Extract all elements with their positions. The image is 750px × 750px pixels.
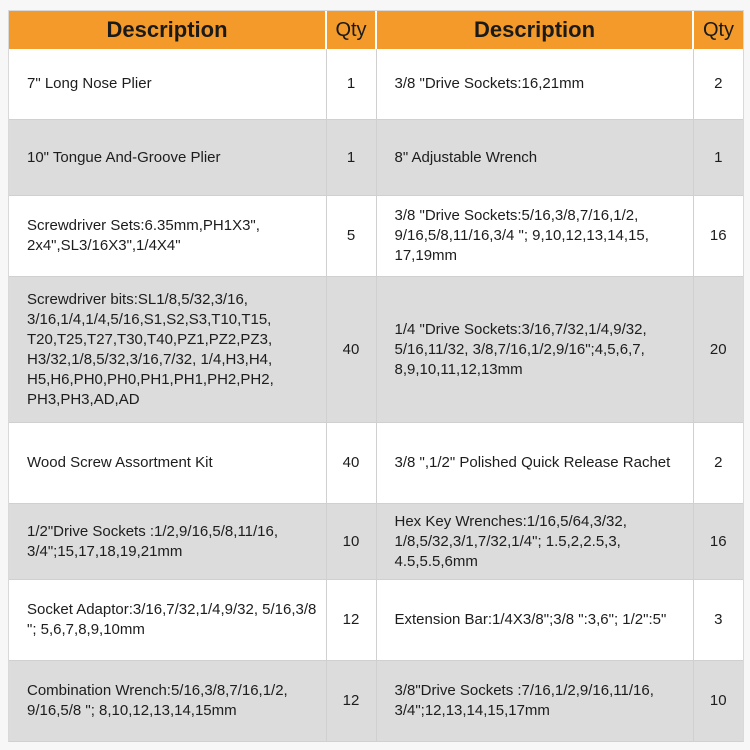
item-qty: 12 <box>326 661 376 742</box>
item-description: Socket Adaptor:3/16,7/32,1/4,9/32, 5/16,3/8 "; 5,6,7,8,9,10mm <box>9 580 326 661</box>
table-row <box>9 120 743 196</box>
header-description-right: Description <box>376 11 693 49</box>
item-qty: 1 <box>326 120 376 196</box>
item-description: 10" Tongue And-Groove Plier <box>9 120 326 196</box>
item-qty: 3 <box>693 580 743 661</box>
item-description: 1/2"Drive Sockets :1/2,9/16,5/8,11/16, 3/4";15,17,18,19,21mm <box>9 504 326 580</box>
item-qty: 12 <box>326 580 376 661</box>
item-description: Wood Screw Assortment Kit <box>9 423 326 504</box>
table-row <box>9 580 743 661</box>
item-description: Hex Key Wrenches:1/16,5/64,3/32, 1/8,5/32,3/1,7/32,1/4"; 1.5,2,2.5,3, 4.5,5.5,6mm <box>376 504 693 580</box>
item-description: 3/8"Drive Sockets :7/16,1/2,9/16,11/16, 3/4";12,13,14,15,17mm <box>376 661 693 742</box>
item-qty: 2 <box>693 423 743 504</box>
table-row <box>9 423 743 504</box>
item-qty: 2 <box>693 49 743 120</box>
item-description: Combination Wrench:5/16,3/8,7/16,1/2, 9/16,5/8 "; 8,10,12,13,14,15mm <box>9 661 326 742</box>
item-qty: 16 <box>693 504 743 580</box>
item-qty: 10 <box>693 661 743 742</box>
table-header-row <box>9 11 743 49</box>
item-description: 1/4 "Drive Sockets:3/16,7/32,1/4,9/32, 5/16,11/32, 3/8,7/16,1/2,9/16";4,5,6,7, 8,9,10,11,12,13mm <box>376 277 693 423</box>
parts-list-sheet <box>8 10 744 742</box>
item-qty: 1 <box>693 120 743 196</box>
item-qty: 5 <box>326 196 376 277</box>
table-row <box>9 504 743 580</box>
item-qty: 20 <box>693 277 743 423</box>
table-row <box>9 277 743 423</box>
header-qty-right: Qty <box>693 11 743 49</box>
item-description: 8" Adjustable Wrench <box>376 120 693 196</box>
table-row <box>9 661 743 742</box>
item-description: Screwdriver bits:SL1/8,5/32,3/16, 3/16,1/4,1/4,5/16,S1,S2,S3,T10,T15, T20,T25,T27,T30,T40,PZ1,PZ2,PZ3, H3/32,1/8,5/32,3/16,7/32, 1/4,H3,H4, H5,H6,PH0,PH0,PH1,PH1,PH2,PH2, PH3,PH3,AD,AD <box>9 277 326 423</box>
item-description: 3/8 ",1/2" Polished Quick Release Rachet <box>376 423 693 504</box>
header-qty-left: Qty <box>326 11 376 49</box>
table-row <box>9 196 743 277</box>
item-qty: 40 <box>326 423 376 504</box>
item-description: 3/8 "Drive Sockets:16,21mm <box>376 49 693 120</box>
parts-table <box>9 11 743 742</box>
item-description: 7" Long Nose Plier <box>9 49 326 120</box>
item-description: 3/8 "Drive Sockets:5/16,3/8,7/16,1/2, 9/16,5/8,11/16,3/4 "; 9,10,12,13,14,15, 17,19mm <box>376 196 693 277</box>
item-qty: 1 <box>326 49 376 120</box>
item-qty: 10 <box>326 504 376 580</box>
item-qty: 40 <box>326 277 376 423</box>
item-description: Screwdriver Sets:6.35mm,PH1X3", 2x4",SL3/16X3",1/4X4" <box>9 196 326 277</box>
header-description-left: Description <box>9 11 326 49</box>
table-row <box>9 49 743 120</box>
item-qty: 16 <box>693 196 743 277</box>
item-description: Extension Bar:1/4X3/8";3/8 ":3,6"; 1/2":5" <box>376 580 693 661</box>
